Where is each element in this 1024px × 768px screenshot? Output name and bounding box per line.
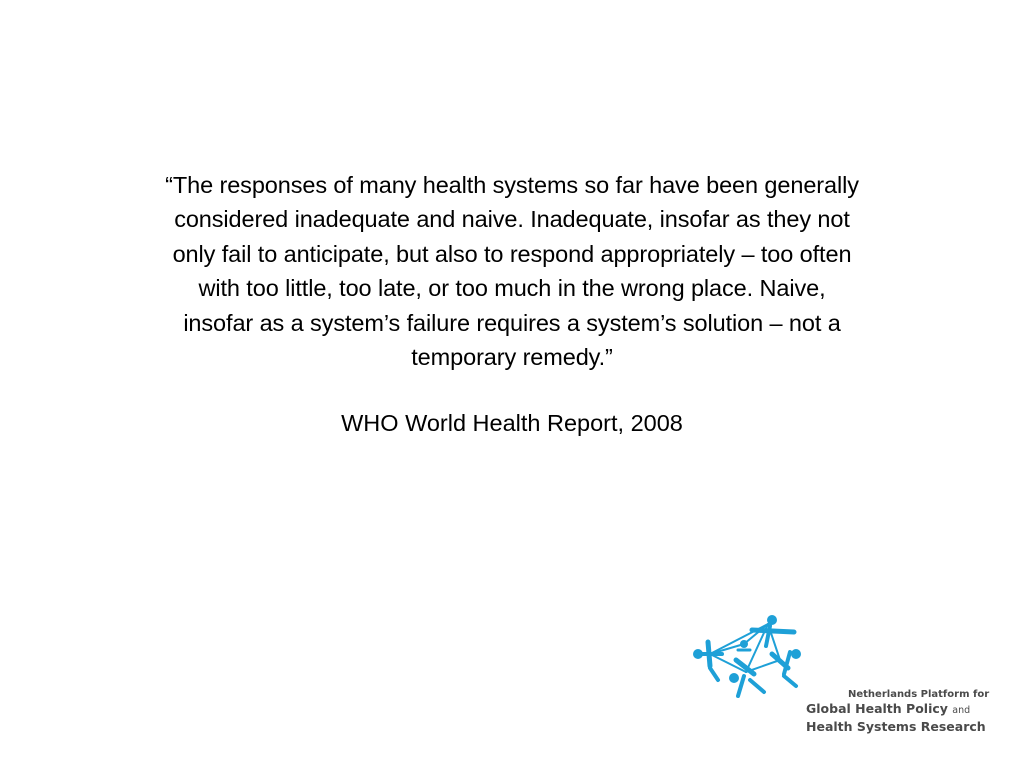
organization-line-3: Health Systems Research [806,719,986,734]
quote-line: “The responses of many health systems so far have been generally [165,172,859,198]
network-figures-logo-icon [688,614,810,698]
organization-line-2-and: and [952,705,971,716]
quote-line: insofar as a system’s failure requires a system’s solution – not a [183,309,841,336]
quote-line: considered inadequate and naive. Inadequate, insofar as they not [174,206,850,233]
organization-name [806,688,1006,735]
organization-line-2-main: Global Health Policy [806,701,948,716]
quote-line: only fail to anticipate, but also to respond appropriately – too often [172,240,852,267]
organization-line-2 [806,701,1006,719]
organization-line-1: Netherlands Platform for [848,689,990,700]
quote-line: temporary remedy.” [411,344,613,371]
quote-citation: WHO World Health Report, 2008 [341,410,683,436]
quote-text [70,168,954,374]
quote-line: with too little, too late, or too much in the wrong place. Naive, [198,275,826,302]
